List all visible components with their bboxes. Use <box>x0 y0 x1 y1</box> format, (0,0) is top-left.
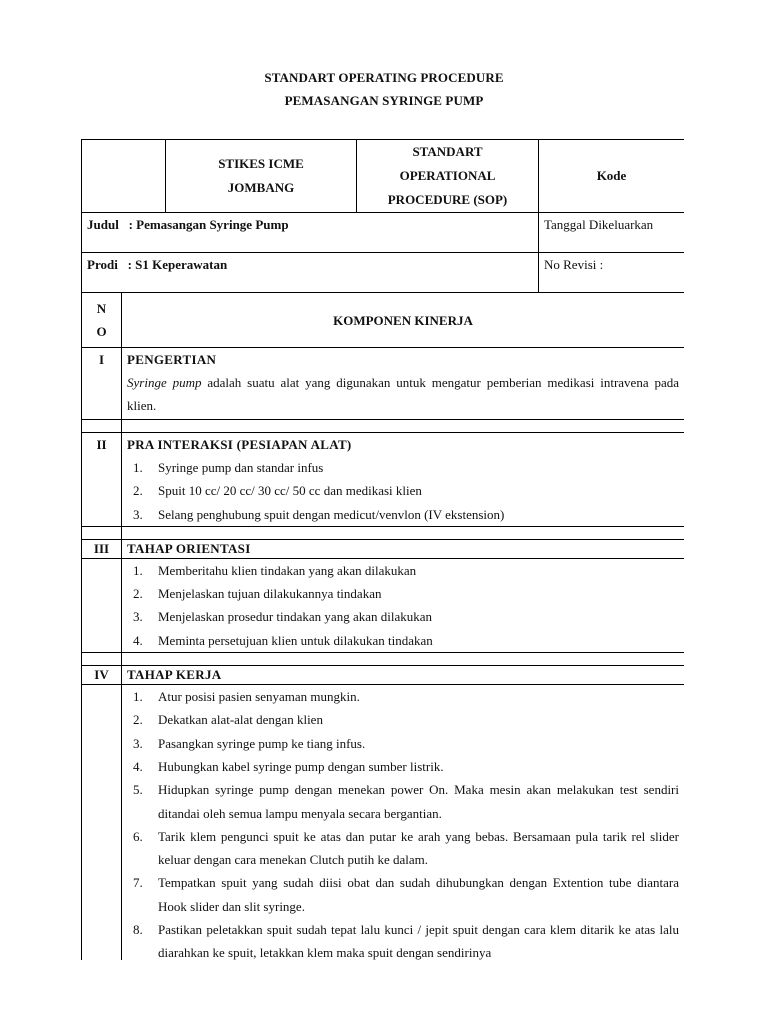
list-item-text: Menjelaskan tujuan dilakukannya tindakan <box>158 586 382 602</box>
list-item: 7. Tempatkan spuit yang sudah diisi obat dan sudah dihubungkan dengan Extention tube diantara Hook slider dan slit syringe. <box>133 875 679 914</box>
list-item-text: Atur posisi pasien senyaman mungkin. <box>158 689 360 705</box>
equipment-list <box>127 456 679 526</box>
doc-type-line: OPERATIONAL <box>399 168 496 183</box>
spacer-cell <box>122 653 685 666</box>
section-row <box>82 558 685 652</box>
list-item-text: Dekatkan alat-alat dengan klien <box>158 712 323 728</box>
list-item-text: Menjelaskan prosedur tindakan yang akan dilakukan <box>158 609 432 625</box>
spacer-row <box>82 420 685 433</box>
list-item-text: Hubungkan kabel syringe pump dengan sumber listrik. <box>158 758 444 774</box>
list-item: 6. Tarik klem pengunci spuit ke atas dan putar ke arah yang bebas. Bersamaan pula tarik rel slider keluar dengan cara menekan Clutch putih ke dalam. <box>133 828 679 868</box>
list-item-text: Memberitahu klien tindakan yang akan dilakukan <box>158 562 417 578</box>
section-title-row <box>82 666 685 685</box>
section-body <box>122 685 685 960</box>
list-item: 3. Pasangkan syringe pump ke tiang infus. <box>133 735 366 751</box>
section-title: PRA INTERAKSI (PESIAPAN ALAT) <box>127 437 352 452</box>
list-item-text: Pasangkan syringe pump ke tiang infus. <box>158 735 366 751</box>
list-item: 2. Menjelaskan tujuan dilakukannya tindakan <box>133 586 382 602</box>
list-item: 3. Menjelaskan prosedur tindakan yang akan dilakukan <box>133 609 432 625</box>
list-item-text: Tarik klem pengunci spuit ke atas dan putar ke arah yang bebas. Bersamaan pula tarik rel slider keluar dengan cara menekan Clutch putih ke dalam. <box>158 828 679 868</box>
prodi-cell <box>82 253 539 293</box>
list-item: 1. Atur posisi pasien senyaman mungkin. <box>133 689 360 705</box>
tanggal-cell: Tanggal Dikeluarkan <box>539 213 685 253</box>
section-row <box>82 685 685 960</box>
procedure-steps-list <box>127 685 679 960</box>
judul-label: Judul <box>87 217 119 232</box>
prodi-label: Prodi <box>87 257 118 272</box>
definition-term: Syringe pump <box>127 375 202 390</box>
definition-body: adalah suatu alat yang digunakan untuk mengatur pemberian medikasi intravena pada klien. <box>127 375 680 413</box>
spacer-cell <box>122 526 685 539</box>
list-item-text: Tempatkan spuit yang sudah diisi obat dan sudah dihubungkan dengan Extention tube diantara Hook slider dan slit syringe. <box>158 875 679 914</box>
section-row <box>82 433 685 527</box>
list-item: 2. Dekatkan alat-alat dengan klien <box>133 712 323 728</box>
spacer-cell <box>82 526 122 539</box>
doc-type-cell <box>357 140 539 213</box>
no-header-letter: O <box>96 324 107 339</box>
list-item: 4. Hubungkan kabel syringe pump dengan sumber listrik. <box>133 758 444 774</box>
section-body <box>122 558 685 652</box>
revisi-cell: No Revisi : <box>539 253 685 293</box>
section-title: TAHAP ORIENTASI <box>122 539 685 558</box>
spacer-row <box>82 653 685 666</box>
component-column-header: KOMPONEN KINERJA <box>122 293 685 348</box>
list-item: 8. Pastikan peletakkan spuit sudah tepat lalu kunci / jepit spuit dengan cara klem ditarik ke atas lalu diarahkan ke spuit, letakkan klem maka spuit dengan sendirinya <box>133 922 679 960</box>
section-title-row <box>82 539 685 558</box>
logo-cell <box>82 140 166 213</box>
code-cell: Kode <box>539 140 685 213</box>
spacer-row <box>82 526 685 539</box>
section-number: I <box>82 348 122 420</box>
orientation-list <box>127 559 679 652</box>
no-column-header <box>82 293 122 348</box>
list-item-text: Meminta persetujuan klien untuk dilakukan tindakan <box>158 632 433 648</box>
section-number-empty <box>82 685 122 960</box>
spacer-cell <box>82 420 122 433</box>
institution-name: STIKES ICME <box>218 156 304 171</box>
judul-cell <box>82 213 539 253</box>
section-row <box>82 348 685 420</box>
section-title: TAHAP KERJA <box>122 666 685 685</box>
doc-type-line: PROCEDURE (SOP) <box>387 192 508 207</box>
section-title: PENGERTIAN <box>127 352 217 367</box>
section-number: III <box>82 539 122 558</box>
document-title-block <box>0 66 768 112</box>
institution-city: JOMBANG <box>227 180 295 195</box>
list-item: 4. Meminta persetujuan klien untuk dilakukan tindakan <box>133 632 433 648</box>
doc-type-line: STANDART <box>412 144 483 159</box>
sop-table <box>81 139 684 960</box>
judul-row <box>82 213 685 253</box>
section-body <box>122 433 685 527</box>
header-row <box>82 140 685 213</box>
prodi-value: : S1 Keperawatan <box>127 257 228 272</box>
section-number-empty <box>82 558 122 652</box>
list-item: 1. Syringe pump dan standar infus <box>133 460 324 475</box>
prodi-row <box>82 253 685 293</box>
list-item: 1. Memberitahu klien tindakan yang akan dilakukan <box>133 562 417 578</box>
spacer-cell <box>82 653 122 666</box>
list-item-text: Selang penghubung spuit dengan medicut/venvlon (IV ekstension) <box>158 506 505 522</box>
list-item: 3. Selang penghubung spuit dengan medicut/venvlon (IV ekstension) <box>133 506 505 522</box>
list-item: 5. Hidupkan syringe pump dengan menekan power On. Maka mesin akan melakukan test sendiri ditandai oleh semua lampu menyala secara bergantian. <box>133 782 679 821</box>
judul-value: : Pemasangan Syringe Pump <box>128 217 289 232</box>
no-header-letter: N <box>96 301 107 316</box>
section-number: II <box>82 433 122 527</box>
list-item-text: Hidupkan syringe pump dengan menekan power On. Maka mesin akan melakukan test sendiri ditandai oleh semua lampu menyala secara bergantian. <box>158 782 679 821</box>
sop-table-container <box>81 139 684 960</box>
section-body <box>122 348 685 420</box>
document-subtitle: PEMASANGAN SYRINGE PUMP <box>284 93 484 108</box>
list-item-text: Syringe pump dan standar infus <box>158 460 324 475</box>
list-item: 2. Spuit 10 cc/ 20 cc/ 30 cc/ 50 cc dan medikasi klien <box>133 483 422 499</box>
list-item-text: Spuit 10 cc/ 20 cc/ 30 cc/ 50 cc dan medikasi klien <box>158 483 422 499</box>
section-number: IV <box>82 666 122 685</box>
list-item-text: Pastikan peletakkan spuit sudah tepat lalu kunci / jepit spuit dengan cara klem ditarik ke atas lalu diarahkan ke spuit, letakkan klem maka spuit dengan sendirinya <box>158 922 679 960</box>
document-title: STANDART OPERATING PROCEDURE <box>264 70 504 85</box>
spacer-cell <box>122 420 685 433</box>
institution-cell <box>166 140 357 213</box>
definition-text <box>127 371 679 417</box>
table-head-row <box>82 293 685 348</box>
